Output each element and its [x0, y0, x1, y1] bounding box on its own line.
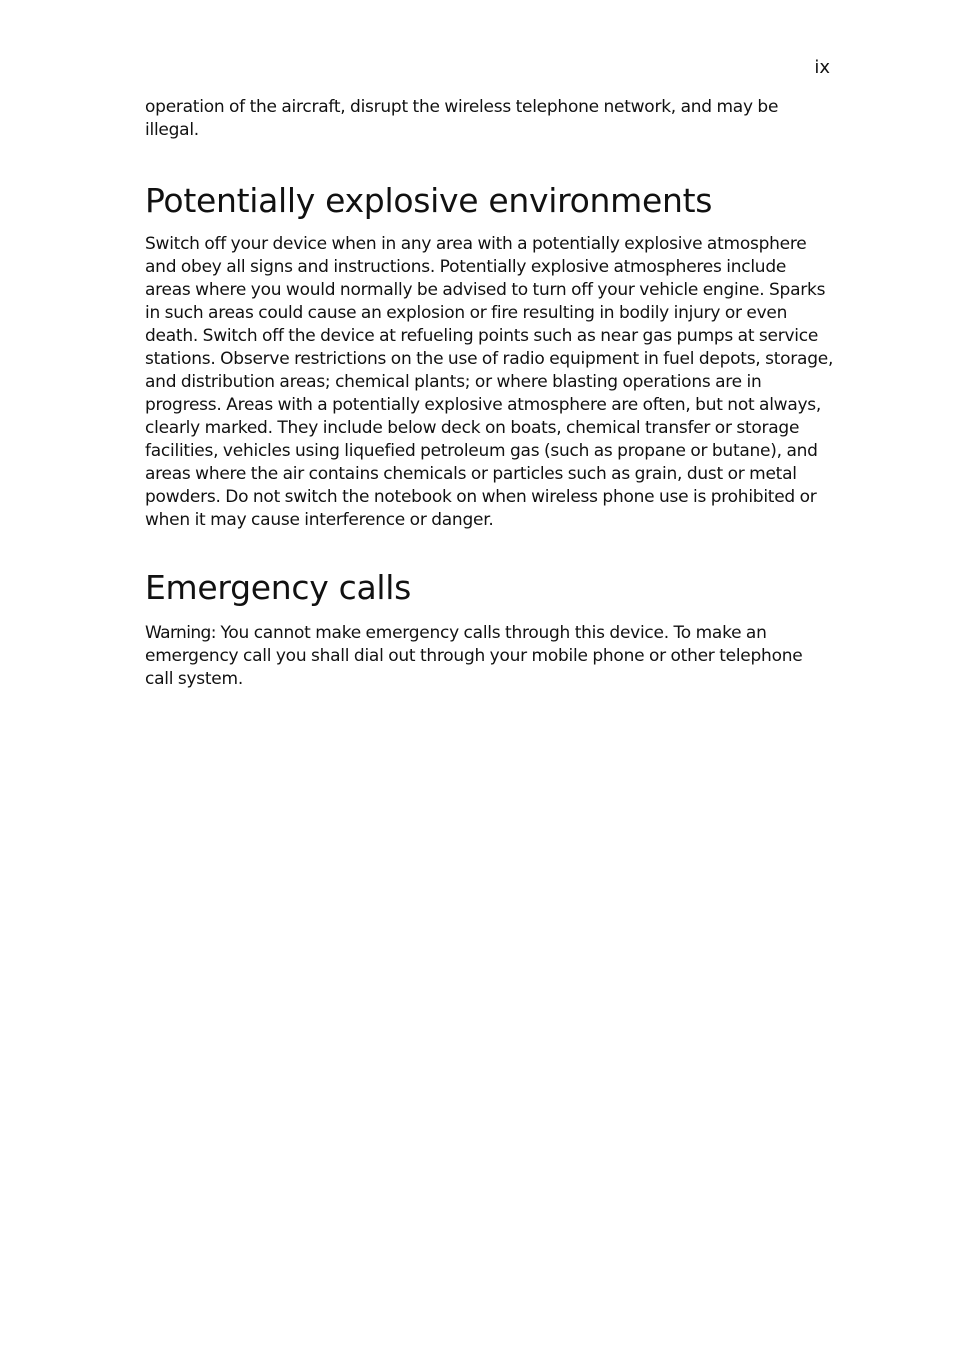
continuation-paragraph: operation of the aircraft, disrupt the wireless telephone network, and may be illegal. [145, 97, 779, 140]
page-content [145, 96, 835, 691]
section-heading-explosive-environments: Potentially explosive environments [145, 181, 713, 220]
section-heading-emergency-calls: Emergency calls [145, 568, 412, 607]
section-body-explosive-environments: Switch off your device when in any area with a potentially explosive atmosphere and obey all signs and instructions. Potentially explosive atmospheres include areas where you would normally be advised to turn off your vehicle engine. Sparks in such areas could cause an explosion or fire resulting in bodily injury or even death. Switch off the device at refueling points such as near gas pumps at service stations. Observe restrictions on the use of radio equipment in fuel depots, storage, and distribution areas; chemical plants; or where blasting operations are in progress. Areas with a potentially explosive atmosphere are often, but not always, clearly marked. They include below deck on boats, chemical transfer or storage facilities, vehicles using liquefied petroleum gas (such as propane or butane), and areas where the air contains chemicals or particles such as grain, dust or metal powders. Do not switch the notebook on when wireless phone use is prohibited or when it may cause interference or danger. [145, 234, 834, 530]
warning-text: You cannot make emergency calls through this device. To make an emergency call you shall dial out through your mobile phone or other telephone call system. [145, 623, 803, 689]
page-number: ix [814, 57, 830, 78]
section-body-emergency-calls [145, 622, 835, 691]
warning-label: Warning: [145, 623, 216, 643]
